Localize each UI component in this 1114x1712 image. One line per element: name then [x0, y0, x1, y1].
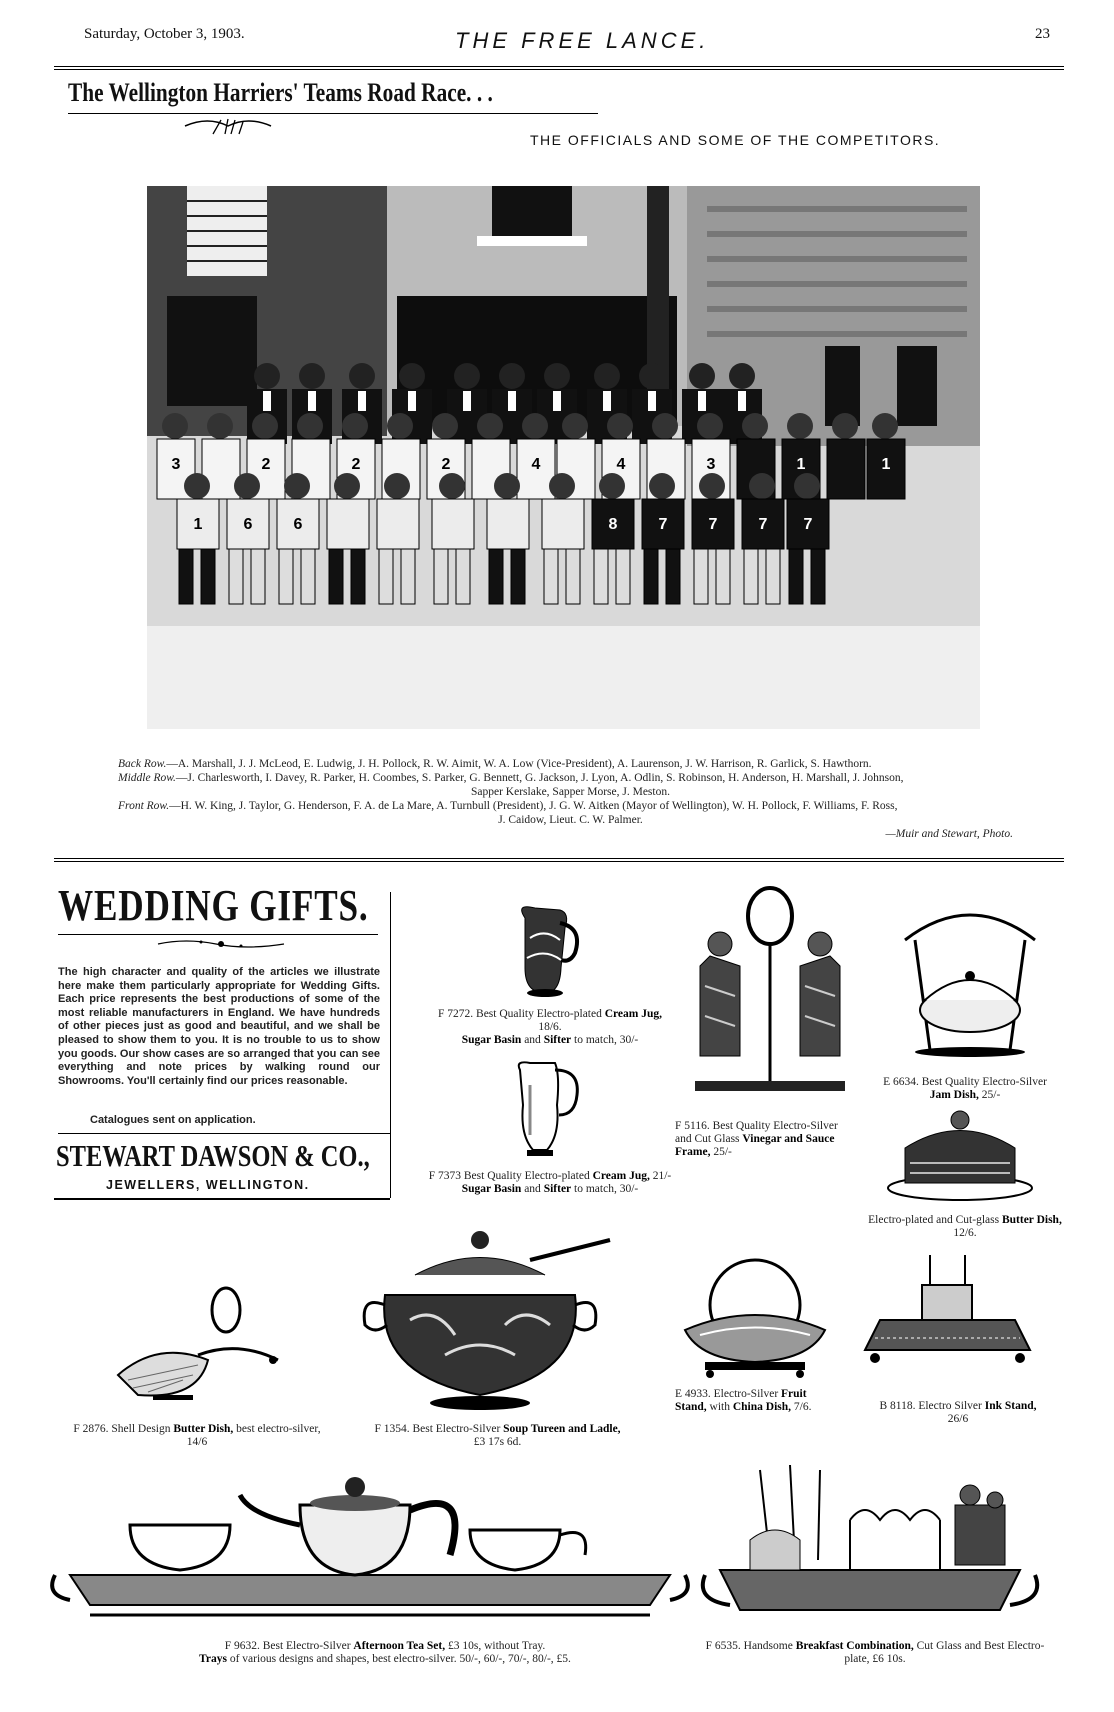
caption-b8118	[858, 1400, 1058, 1426]
back-row-label: Back Row.	[118, 758, 167, 770]
middle-row-names-cont: Sapper Kerslake, Sapper Morse, J. Meston.	[471, 786, 670, 798]
caption-front-row	[118, 799, 1023, 813]
jersey-number: 1	[881, 456, 891, 473]
b8118-desc: B 8118. Electro Silver	[879, 1400, 982, 1412]
jersey-number: 1	[796, 456, 806, 473]
race-subtitle: THE OFFICIALS AND SOME OF THE COMPETITORS.	[530, 132, 941, 148]
f7272-and: and	[524, 1034, 541, 1046]
advert-divider	[390, 892, 391, 1198]
company-rule	[58, 1133, 390, 1134]
b8118-price: 26/6	[947, 1413, 969, 1425]
company-bottom-rule	[54, 1198, 390, 1200]
caption-middle-row	[118, 771, 1023, 785]
f7373-price: 21/-	[652, 1170, 672, 1182]
f7272-desc: F 7272. Best Quality Electro-plated	[438, 1008, 602, 1020]
ink-stand-illustration	[860, 1250, 1035, 1380]
f9632-name: Afternoon Tea Set,	[353, 1640, 446, 1652]
title-rule	[58, 934, 378, 935]
f2876-desc: F 2876. Shell Design	[73, 1423, 171, 1435]
caption-f5116	[675, 1120, 855, 1159]
shell-butter-dish-illustration	[108, 1280, 288, 1415]
soup-tureen-illustration	[355, 1225, 620, 1415]
breakfast-combination-illustration	[700, 1460, 1040, 1630]
f7373-sifter: Sifter	[543, 1183, 572, 1195]
f2876-price: best electro-silver, 14/6	[186, 1423, 321, 1448]
f7373-name: Cream Jug,	[592, 1170, 650, 1182]
advert-body: The high character and quality of the articles we illustrate here make them particularly appropriate for Wedding Gifts. Each price represents the best productions of some of the most reliable manufacturers in England. We have hundreds of other pieces just as good and beautiful, and we shall be pleased to show them to you. It is no trouble to us to show you goods. Our show cases are so arranged that you can see everything and note prices by walking round our Showrooms. You'll certainly find our prices reasonable.	[58, 966, 380, 1087]
cream-jug-plain-illustration	[505, 1055, 585, 1165]
caption-f9632	[110, 1640, 660, 1666]
photo-credit: —Muir and Stewart, Photo.	[885, 828, 1013, 840]
jersey-number: 2	[351, 456, 361, 473]
caption-e4933	[675, 1388, 835, 1414]
b8118-name: Ink Stand,	[984, 1400, 1037, 1412]
butter-desc: Electro-plated and Cut-glass	[868, 1214, 1000, 1226]
e6634-name: Jam Dish,	[929, 1089, 979, 1101]
caption-e6634	[860, 1076, 1070, 1102]
f7272-match: to match, 30/-	[574, 1034, 639, 1046]
jersey-number: 3	[706, 456, 716, 473]
butter-name: Butter Dish,	[1001, 1214, 1062, 1226]
jersey-number: 2	[441, 456, 451, 473]
flourish-icon	[156, 936, 286, 952]
e6634-desc: E 6634. Best Quality Electro-Silver	[883, 1076, 1047, 1088]
jam-dish-illustration	[895, 900, 1045, 1065]
jersey-number: 4	[616, 456, 626, 473]
vinegar-frame-illustration	[690, 886, 850, 1101]
company-location: JEWELLERS, WELLINGTON.	[106, 1178, 310, 1192]
f7373-desc: F 7373 Best Quality Electro-plated	[428, 1170, 590, 1182]
jersey-number: 7	[758, 516, 768, 533]
caption-f7373	[420, 1170, 680, 1196]
e4933-desc: E 4933. Electro-Silver	[675, 1388, 779, 1400]
jersey-number: 7	[708, 516, 718, 533]
issue-date: Saturday, October 3, 1903.	[84, 26, 245, 42]
butter-price: 12/6.	[953, 1227, 977, 1239]
jersey-number: 6	[243, 516, 253, 533]
f6535-price: Cut Glass and Best Electro-plate, £6 10s.	[844, 1640, 1045, 1665]
header-rule	[54, 66, 1064, 67]
section-rule	[54, 858, 1064, 859]
f1354-name: Soup Tureen and Ladle,	[503, 1423, 621, 1435]
back-row-names: —A. Marshall, J. J. McLeod, E. Ludwig, J. H. Pollock, R. W. Aimit, W. A. Low (Vice-President), A. Laurenson, J. W. Harrison, R. Garlick, S. Hawthorn.	[166, 758, 872, 770]
company-name: STEWART DAWSON & CO.,	[56, 1138, 370, 1173]
caption-f2876	[62, 1423, 332, 1449]
caption-f1354	[365, 1423, 630, 1449]
fruit-stand-illustration	[680, 1250, 830, 1380]
butter-dish-cut-glass-illustration	[885, 1108, 1035, 1203]
jersey-number: 3	[171, 456, 181, 473]
e6634-price: 25/-	[981, 1089, 1001, 1101]
jersey-number: 7	[803, 516, 813, 533]
f9632-trays-desc: of various designs and shapes, best electro-silver. 50/-, 60/-, 70/-, 80/-, £5.	[229, 1653, 571, 1665]
page-number: 23	[1035, 26, 1050, 42]
jersey-number: 4	[531, 456, 541, 473]
ornament-icon	[183, 114, 273, 136]
e4933-with: with	[709, 1401, 730, 1413]
caption-back-row	[118, 757, 1023, 771]
caption-f6535	[700, 1640, 1050, 1666]
f1354-price: £3 17s 6d.	[473, 1436, 522, 1448]
jersey-number: 1	[193, 516, 203, 533]
jersey-number: 8	[608, 516, 618, 533]
caption-butter-dish	[860, 1214, 1070, 1240]
wedding-gifts-title: WEDDING GIFTS.	[58, 881, 369, 930]
f5116-desc: F 5116. Best Quality Electro-Silver and Cut Glass	[675, 1120, 838, 1145]
f7272-sifter: Sifter	[543, 1034, 572, 1046]
f2876-name: Butter Dish,	[173, 1423, 234, 1435]
f7373-and: and	[524, 1183, 541, 1195]
f1354-desc: F 1354. Best Electro-Silver	[374, 1423, 501, 1435]
f9632-desc: F 9632. Best Electro-Silver	[224, 1640, 351, 1652]
f7272-name: Cream Jug,	[604, 1008, 662, 1020]
f9632-trays: Trays	[199, 1653, 227, 1665]
f7373-match: to match, 30/-	[574, 1183, 639, 1195]
team-photograph	[147, 186, 980, 729]
middle-row-label: Middle Row.	[118, 772, 176, 784]
f5116-price: 25/-	[713, 1146, 732, 1158]
front-row-names-cont: J. Caidow, Lieut. C. W. Palmer.	[498, 814, 643, 826]
catalogues-note: Catalogues sent on application.	[90, 1114, 256, 1126]
jersey-number: 7	[658, 516, 668, 533]
f7373-sugar: Sugar Basin	[461, 1183, 522, 1195]
caption-f7272	[430, 1008, 670, 1047]
e4933-dish: China Dish,	[732, 1401, 792, 1413]
front-row-names: —H. W. King, J. Taylor, G. Henderson, F. A. de La Mare, A. Turnbull (President), J. G. W. Aitken (Mayor of Wellington), W. H. Pollock, F. Williams, F. Ross,	[169, 800, 898, 812]
f9632-price: £3 10s, without Tray.	[447, 1640, 546, 1652]
section-rule-2	[54, 861, 1064, 862]
f6535-name: Breakfast Combination,	[795, 1640, 914, 1652]
f6535-desc: F 6535. Handsome	[705, 1640, 793, 1652]
masthead: THE FREE LANCE.	[455, 28, 710, 53]
e4933-name: Fruit Stand,	[675, 1388, 807, 1413]
title-underline	[68, 113, 598, 114]
photo-caption	[118, 757, 1023, 841]
f7272-price: 18/6.	[538, 1021, 562, 1033]
header-rule-2	[54, 69, 1064, 70]
f7272-sugar: Sugar Basin	[461, 1034, 522, 1046]
front-row-label: Front Row.	[118, 800, 170, 812]
jersey-number: 2	[261, 456, 271, 473]
e4933-price: 7/6.	[793, 1401, 812, 1413]
middle-row-names: —J. Charlesworth, I. Davey, R. Parker, H. Coombes, S. Parker, G. Bennett, G. Jackson, J. Lyon, A. Odlin, S. Robinson, H. Anderson, H. Marshall, J. Johnson,	[175, 772, 904, 784]
f5116-name: Vinegar and Sauce Frame,	[675, 1133, 835, 1158]
jersey-number: 6	[293, 516, 303, 533]
cream-jug-ornate-illustration	[505, 898, 585, 998]
afternoon-tea-set-illustration	[50, 1465, 690, 1630]
race-title: The Wellington Harriers' Teams Road Race. . .	[68, 78, 493, 107]
